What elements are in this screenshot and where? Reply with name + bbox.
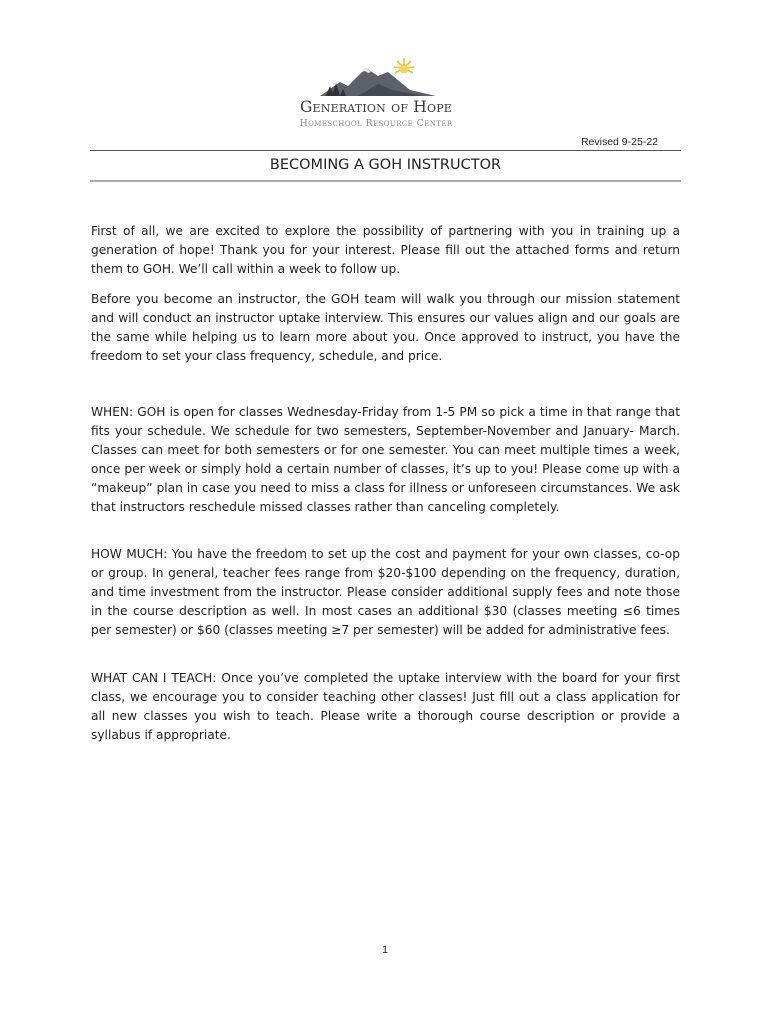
revision-date: Revised 9-25-22	[580, 136, 658, 148]
intro-text: First of all, we are excited to explore the possibility of partnering with you in training up a generation of hope! Thank you for your interest. Please fill out the attached forms and return them to GOH. We’ll call within a week to follow up.	[91, 224, 680, 276]
what-can-i-teach-text: WHAT CAN I TEACH: Once you’ve completed the uptake interview with the board for your first class, we encourage you to consider teaching other classes! Just fill out a class application for all new classes you wish to teach. Please write a thorough course description or provide a syllabus if appropriate.	[91, 671, 680, 742]
when-paragraph	[91, 403, 680, 517]
document-title: BECOMING A GOH INSTRUCTOR	[269, 157, 502, 173]
how-much-paragraph	[91, 545, 680, 640]
before-paragraph	[91, 290, 680, 366]
top-divider	[90, 150, 681, 151]
logo-title: Generation of Hope	[299, 98, 453, 116]
logo-subtitle: Homeschool Resource Center	[299, 118, 453, 129]
what-can-i-teach-paragraph	[91, 669, 680, 745]
when-text: WHEN: GOH is open for classes Wednesday-Friday from 1-5 PM so pick a time in that range that fits your schedule. We schedule for two semesters, September-November and January- March. Classes can meet for both semesters or for one semester. You can meet multiple times a week, once per week or simply hold a certain number of classes, it’s up to you! Please come up with a “makeup” plan in case you need to miss a class for illness or unforeseen circumstances. We ask that instructors reschedule missed classes rather than canceling completely.	[91, 405, 680, 514]
page-number: 1	[381, 944, 389, 956]
logo	[288, 56, 464, 132]
bottom-divider	[90, 180, 681, 182]
how-much-text: HOW MUCH: You have the freedom to set up the cost and payment for your own classes, co-op or group. In general, teacher fees range from $20-$100 depending on the frequency, duration, and time investment from the instructor. Please consider additional supply fees and note those in the course description as well. In most cases an additional $30 (classes meeting ≤6 times per semester) or $60 (classes meeting ≥7 per semester) will be added for administrative fees.	[91, 547, 680, 637]
before-text: Before you become an instructor, the GOH team will walk you through our mission statement and will conduct an instructor uptake interview. This ensures our values align and our goals are the same while helping us to learn more about you. Once approved to instruct, you have the freedom to set your class frequency, schedule, and price.	[91, 292, 680, 363]
mountain-sun-logo-icon	[318, 56, 438, 98]
intro-paragraph	[91, 222, 680, 279]
